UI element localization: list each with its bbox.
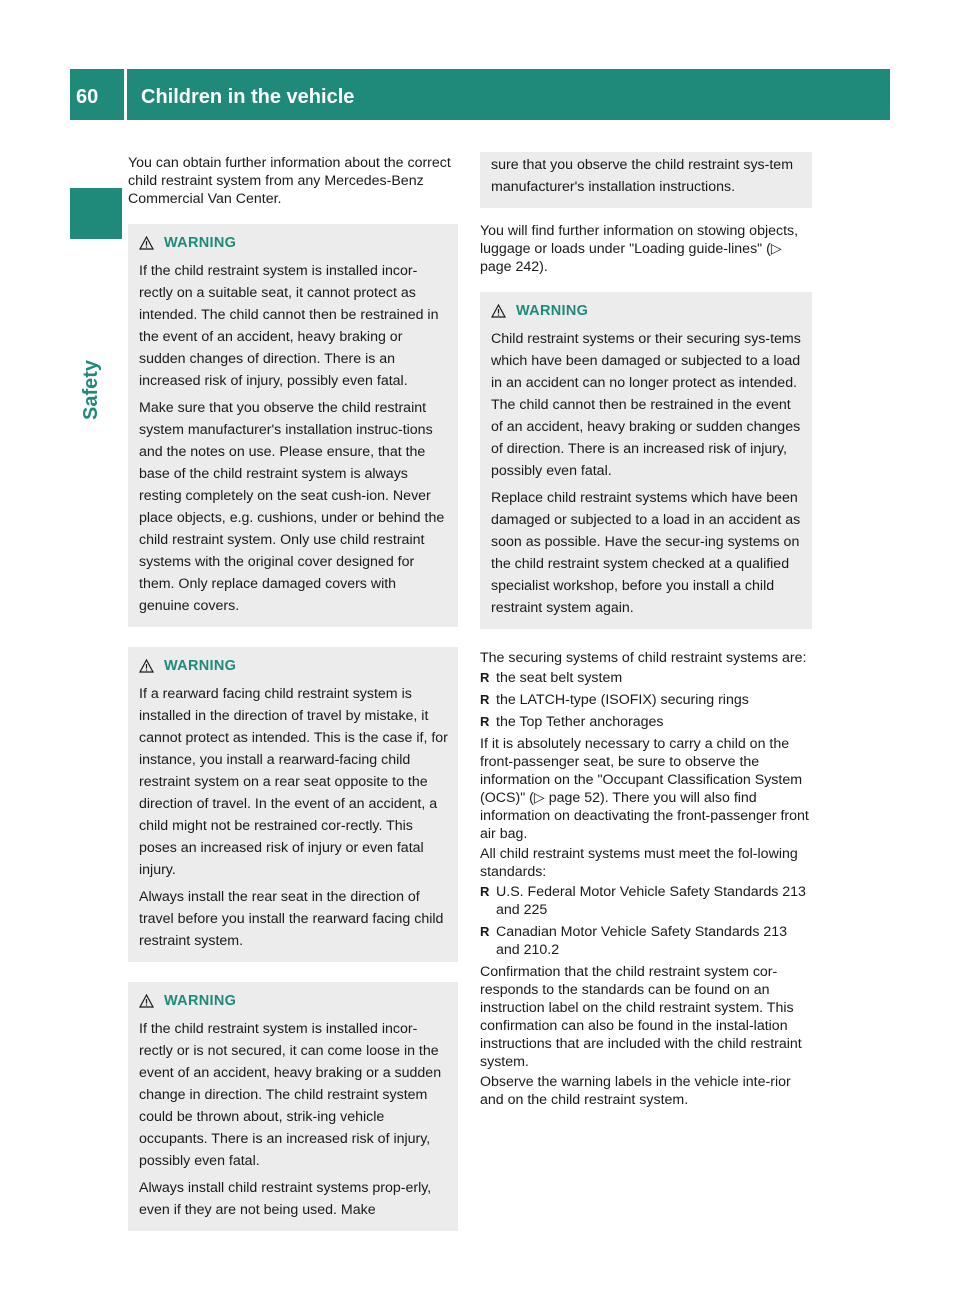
- confirmation-paragraph: Confirmation that the child restraint system cor-responds to the standards can be found on an instruction label on the child restraint system. This confirmation can also be found in the instal-lation instructions that are included with the child restraint system.: [480, 964, 802, 1070]
- list-item: R the LATCH-type (ISOFIX) securing rings: [480, 691, 812, 709]
- warning-box: [128, 982, 458, 1231]
- section-label: Safety: [80, 359, 102, 420]
- stowing-paragraph: You will find further information on stowing objects, luggage or loads under "Loading guide-lines" (▷ page 242).: [480, 223, 799, 275]
- warning-text: Child restraint systems or their securing sys-tems which have been damaged or subjected to a load in an accident can no longer protect as intended. The child cannot then be restrained in the event of an accident, heavy braking or sudden changes of direction. There is an increased risk of injury, possibly even fatal.: [491, 331, 801, 479]
- observe-paragraph: Observe the warning labels in the vehicle inte-rior and on the child restraint system.: [480, 1074, 791, 1108]
- list-item: R Canadian Motor Vehicle Safety Standards 213 and 210.2: [480, 923, 812, 959]
- warning-box: [128, 647, 458, 962]
- left-column: [128, 154, 458, 1251]
- warning-box: [128, 224, 458, 627]
- warning-continuation-text: sure that you observe the child restraint sys-tem manufacturer's installation instructions.: [491, 157, 794, 195]
- intro-paragraph: You can obtain further information about the correct child restraint system from any Mercedes-Benz Commercial Van Center.: [128, 155, 451, 207]
- section-marker: [70, 188, 122, 239]
- warning-title: WARNING: [164, 658, 237, 674]
- warning-text: If the child restraint system is installed incor-rectly on a suitable seat, it cannot protect as intended. The child cannot then be restrained in the event of an accident, heavy braking or sudden changes of direction. There is an increased risk of injury, possibly even fatal.: [139, 263, 439, 389]
- section-tab: [80, 330, 120, 420]
- securing-intro: The securing systems of child restraint systems are:: [480, 650, 807, 666]
- warning-header: [139, 655, 450, 677]
- page-title: Children in the vehicle: [141, 86, 355, 108]
- warning-text: Always install the rear seat in the direction of travel before you install the rearward facing child restraint system.: [139, 889, 444, 949]
- standards-list: [480, 883, 812, 959]
- warning-triangle-icon: [139, 659, 154, 673]
- warning-title: WARNING: [164, 235, 237, 251]
- securing-list: [480, 669, 812, 731]
- list-item: R the seat belt system: [480, 669, 812, 687]
- right-column: [480, 154, 812, 1111]
- warning-header: [139, 990, 450, 1012]
- warning-header: [491, 300, 804, 322]
- warning-text: Make sure that you observe the child restraint system manufacturer's installation instruc-tions and the notes on use. Please ensure, that the base of the child restraint system is always resting completely on the seat cush-ion. Never place objects, e.g. cushions, under or behind the child restraint system. Only use child restraint systems with the original cover designed for them. Only replace damaged covers with genuine covers.: [139, 400, 445, 614]
- warning-triangle-icon: [139, 236, 154, 250]
- front-seat-paragraph: If it is absolutely necessary to carry a child on the front-passenger seat, be sure to observe the information on the "Occupant Classification System (OCS)" (▷ page 52). There you will also find information on deactivating the front-passenger front air bag.: [480, 736, 809, 842]
- warning-header: [139, 232, 450, 254]
- warning-text: Always install child restraint systems prop-erly, even if they are not being used. Make: [139, 1180, 432, 1218]
- warning-title: WARNING: [516, 303, 589, 319]
- warning-title: WARNING: [164, 993, 237, 1009]
- warning-text: If a rearward facing child restraint system is installed in the direction of travel by mistake, it cannot protect as intended. This is the case if, for instance, you install a rearward-facing child restraint system on a rear seat opposite to the direction of travel. In the event of an accident, a child might not be restrained cor-rectly. This poses an increased risk of injury or even fatal injury.: [139, 686, 448, 878]
- warning-triangle-icon: [491, 304, 506, 318]
- header-divider: [124, 69, 127, 120]
- warning-continuation-box: [480, 152, 812, 208]
- warning-box: [480, 292, 812, 629]
- page-number: 60: [76, 86, 99, 108]
- list-item: R the Top Tether anchorages: [480, 713, 812, 731]
- warning-triangle-icon: [139, 994, 154, 1008]
- warning-text: Replace child restraint systems which have been damaged or subjected to a load in an accident as soon as possible. Have the secur-ing systems on the child restraint system checked at a qualified specialist workshop, before you install a child restraint system again.: [491, 490, 801, 616]
- list-item: R U.S. Federal Motor Vehicle Safety Standards 213 and 225: [480, 883, 812, 919]
- standards-intro: All child restraint systems must meet the fol-lowing standards:: [480, 846, 798, 880]
- warning-text: If the child restraint system is installed incor-rectly or is not secured, it can come loose in the event of an accident, heavy braking or a sudden change in direction. The child restraint system could be thrown about, strik-ing vehicle occupants. There is an increased risk of injury, possibly even fatal.: [139, 1021, 442, 1169]
